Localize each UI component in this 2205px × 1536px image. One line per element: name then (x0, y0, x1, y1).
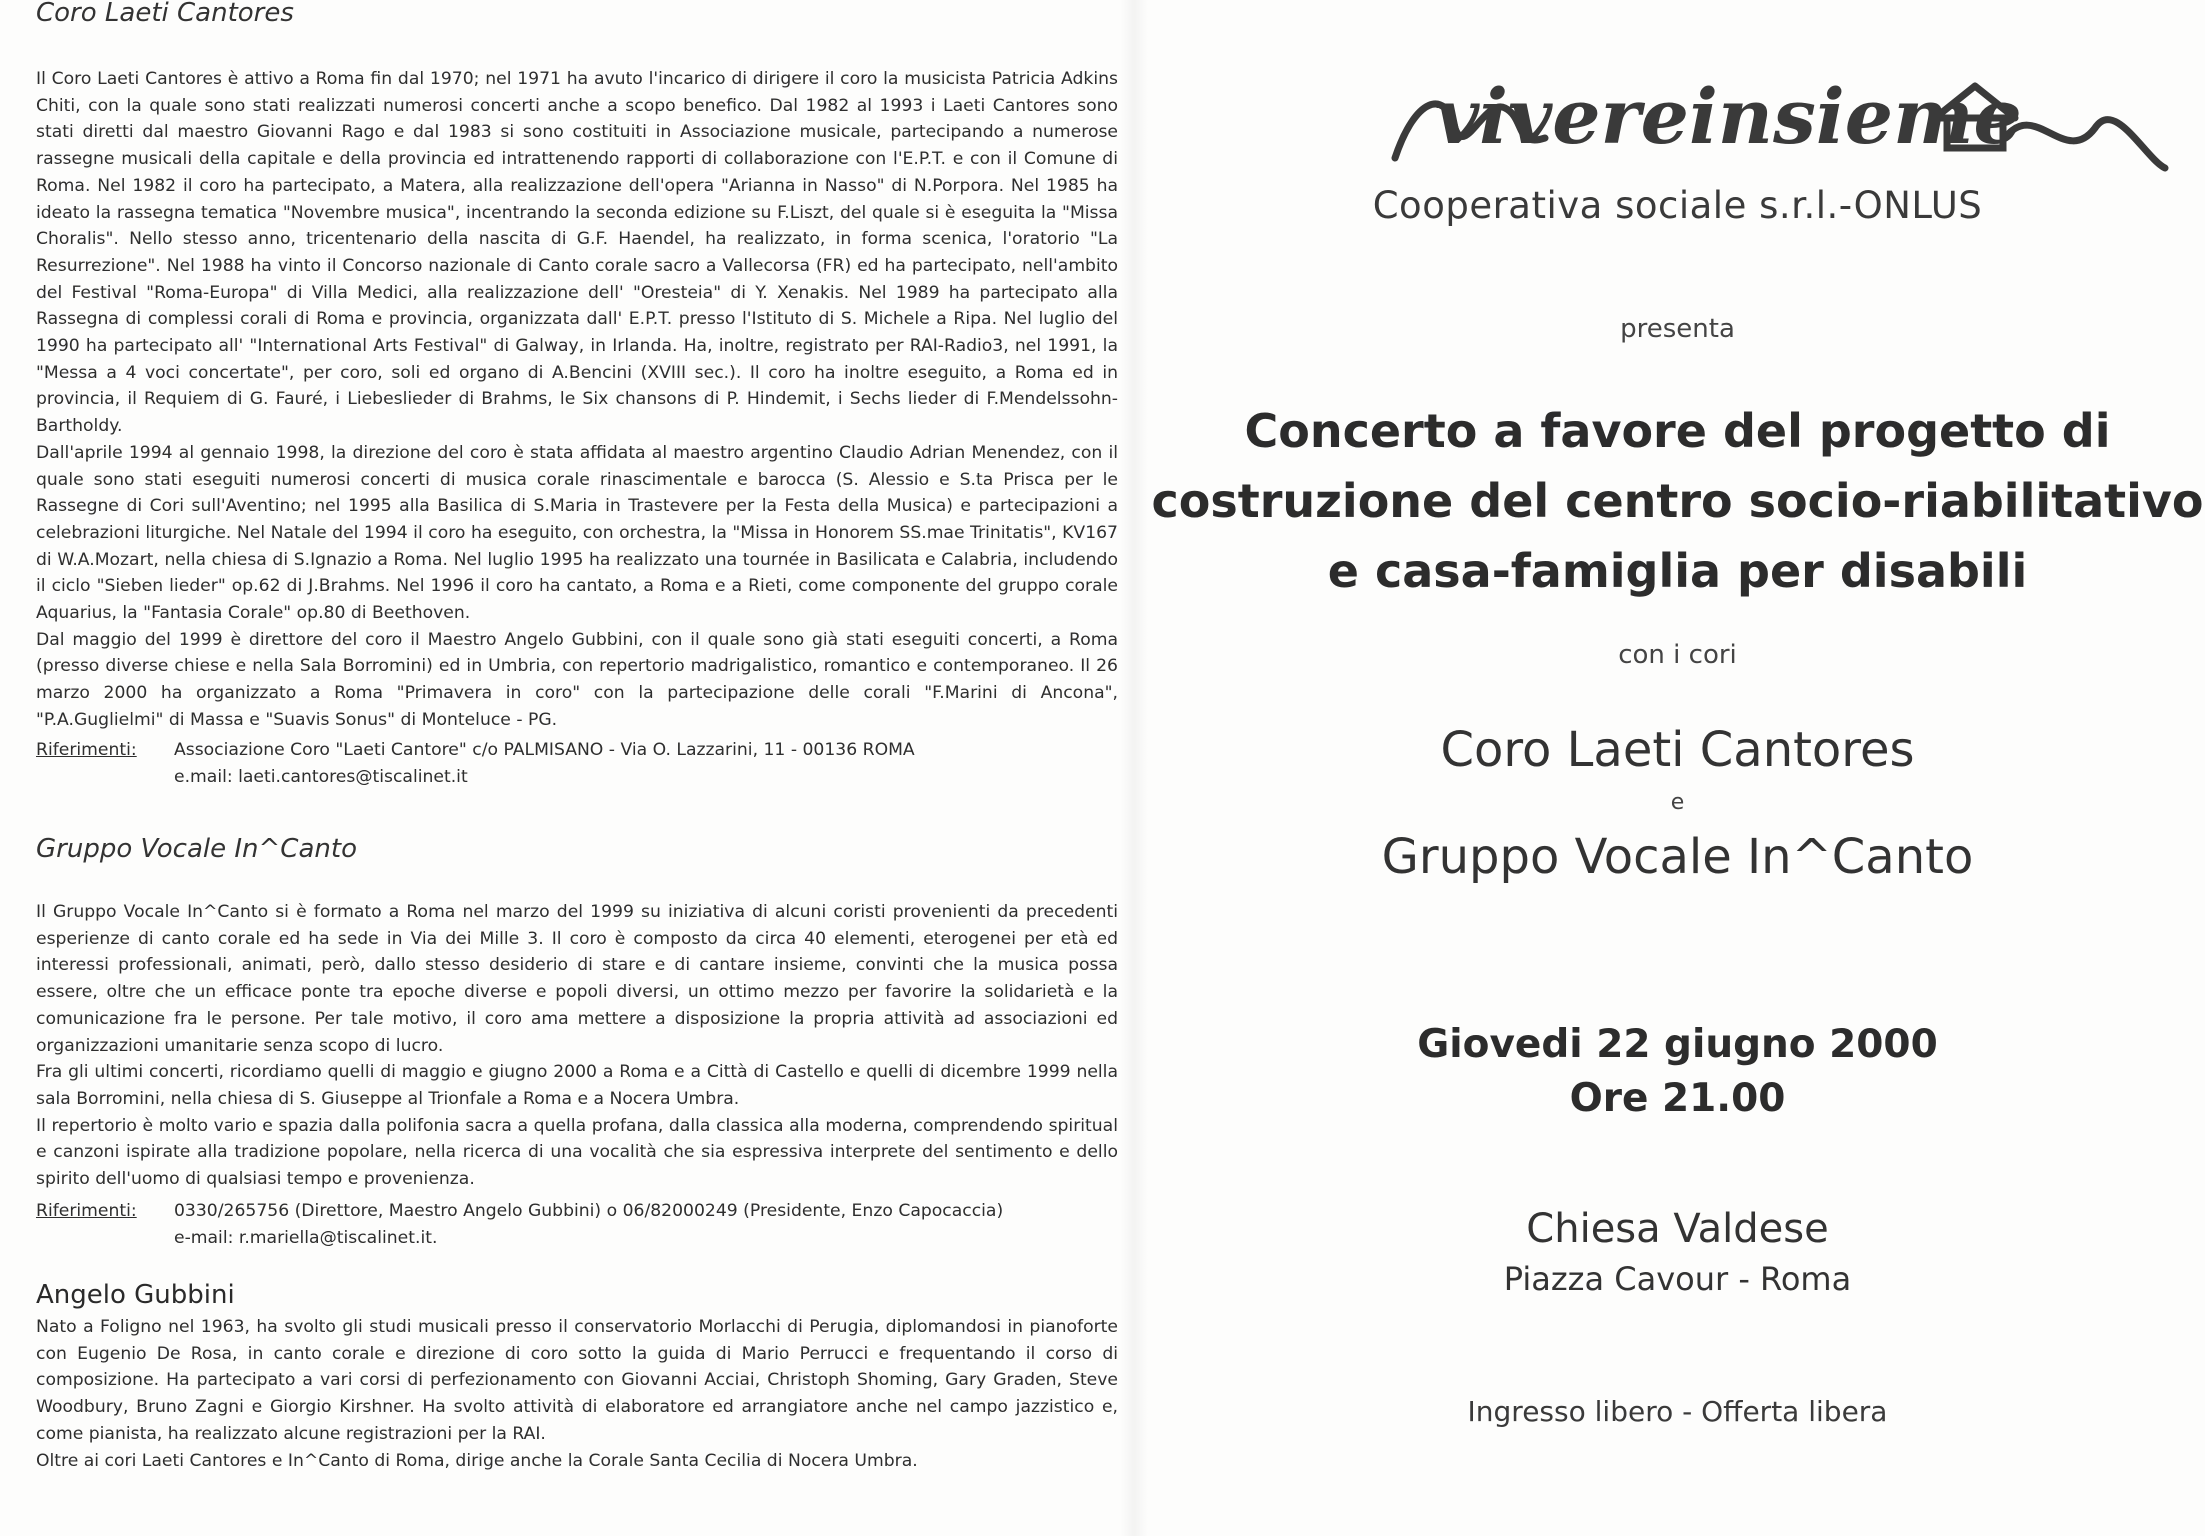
choir-name-1: Coro Laeti Cantores (1440, 722, 1915, 778)
concert-title (1150, 396, 2205, 606)
coro-section-title: Coro Laeti Cantores (36, 0, 294, 28)
angelo-paragraph-1: Nato a Foligno nel 1963, ha svolto gli studi musicali presso il conservatorio Morlacchi di Perugia, diplomandosi in pianoforte con Eugenio De Rosa, in canto corale e direzione di coro sotto la guida di Mario Perrucci e frequentando il corso di composizione. Ha partecipato a vari corsi di perfezionamento con Giovanni Acciai, Christoph Shoming, Gary Graden, Steve Woodbury, Bruno Zagni e Giorgio Kirshner. Ha svolto attività di elaboratore ed arrangiatore anche nel campo jazzistico e, come pianista, ha realizzato alcune registrazioni per la RAI. (36, 1317, 1118, 1444)
gruppo-references (36, 1198, 1003, 1251)
gruppo-paragraph-3: Il repertorio è molto vario e spazia dalla polifonia sacra a quella profana, dalla classica alla moderna, comprendendo spiritual e canzoni ispirate alla tradizione popolare, nella ricerca di una vocalità che sia espressiva interprete del sentimento e dello spirito dell'uomo di qualsiasi tempo e provenienza. (36, 1115, 1118, 1190)
coro-ref-email: e.mail: laeti.cantores@tiscalinet.it (174, 766, 468, 787)
choir-conjunction: e (1670, 790, 1685, 815)
gruppo-ref-email: e-mail: r.mariella@tiscalinet.it. (174, 1227, 438, 1248)
coro-references (36, 737, 915, 790)
concert-datetime (1150, 1018, 2205, 1126)
concert-title-line-3: e casa-famiglia per disabili (1327, 544, 2028, 598)
con-i-cori-line: con i cori (1618, 640, 1737, 670)
venue-name: Chiesa Valdese (1526, 1206, 1829, 1252)
left-page (36, 0, 1120, 1536)
concert-date: Giovedi 22 giugno 2000 (1417, 1022, 1938, 1067)
coro-paragraph-2: Dall'aprile 1994 al gennaio 1998, la direzione del coro è stata affidata al maestro argentino Claudio Adrian Menendez, con il quale sono stati eseguiti numerosi concerti di musica corale rinascimentale e barocca (S. Alessio e S.ta Prisca per le Rassegne di Cori sull'Aventino; nel 1995 alla Basilica di S.Maria in Trastevere per la Festa della Musica) e partecipazioni a celebrazioni liturgiche. Nel Natale del 1994 il coro ha eseguito, con orchestra, la "Missa in Honorem SS.mae Trinitatis", KV167 di W.A.Mozart, nella chiesa di S.Ignazio a Roma. Nel luglio 1995 ha realizzato una tournée in Basilicata e Calabria, includendo il ciclo "Sieben lieder" op.62 di J.Brahms. Nel 1996 il coro ha cantato, a Roma e a Rieti, come componente del gruppo corale Aquarius, la "Fantasia Corale" op.80 di Beethoven. (36, 442, 1118, 624)
coro-ref-address: Associazione Coro "Laeti Cantore" c/o PALMISANO - Via O. Lazzarini, 11 - 00136 ROMA (174, 740, 915, 760)
concert-time: Ore 21.00 (1569, 1076, 1786, 1121)
angelo-paragraph-2: Oltre ai cori Laeti Cantores e In^Canto di Roma, dirige anche la Corale Santa Cecilia di Nocera Umbra. (36, 1450, 918, 1471)
coro-text (36, 66, 1118, 734)
coro-paragraph-1: Il Coro Laeti Cantores è attivo a Roma fin dal 1970; nel 1971 ha avuto l'incarico di dirigere il coro la musicista Patricia Adkins Chiti, con la quale sono stati realizzati numerosi concerti anche a scopo benefico. Dal 1982 al 1993 i Laeti Cantores sono stati diretti dal maestro Giovanni Rago e dal 1983 si sono costituiti in Associazione musicale, partecipando a numerose rassegne musicali della capitale e della provincia ed intrattenendo rapporti di collaborazione con l'E.P.T. e con il Comune di Roma. Nel 1982 il coro ha partecipato, a Matera, alla realizzazione dell'opera "Arianna in Nasso" di N.Porpora. Nel 1985 ha ideato la rassegna tematica "Novembre musica", incentrando la seconda edizione su F.Liszt, del quale si è eseguita la "Missa Choralis". Nello stesso anno, tricentenario della nascita di G.F. Haendel, ha realizzato, in forma scenica, l'oratorio "La Resurrezione". Nel 1988 ha vinto il Concorso nazionale di Canto corale sacro a Vallecorsa (FR) ed ha partecipato, nell'ambito del Festival "Roma-Europa" di Villa Medici, alla realizzazione dell' "Oresteia" di Y. Xenakis. Nel 1989 ha partecipato alla Rassegna di complessi corali di Roma e provincia, organizzata dall' E.P.T. presso l'Istituto di S. Michele a Ripa. Nel luglio del 1990 ha partecipato all' "International Arts Festival" di Galway, in Irlanda. Ha, inoltre, registrato per RAI-Radio3, nel 1991, la "Messa a 4 voci concertate", per coro, soli ed organo di A.Bencini (XVIII sec.). Il coro ha inoltre eseguito, a Roma ed in provincia, il Requiem di G. Fauré, i Liebeslieder di Brahms, le Six chansons di P. Hindemit, i Sechs lieder di F.Mendelssohn-Bartholdy. (36, 69, 1118, 437)
entry-info: Ingresso libero - Offerta libera (1467, 1395, 1888, 1428)
gruppo-ref-label: Riferimenti: (36, 1201, 137, 1221)
choir-name-2: Gruppo Vocale In^Canto (1381, 829, 1974, 885)
concert-title-line-1: Concerto a favore del progetto di (1244, 404, 2111, 458)
coro-paragraph-3: Dal maggio del 1999 è direttore del coro il Maestro Angelo Gubbini, con il quale sono già stati eseguiti concerti, a Roma (presso diverse chiese e nella Sala Borromini) ed in Umbria, con repertorio madrigalistico, romantico e contemporaneo. Il 26 marzo 2000 ha organizzato a Roma "Primavera in coro" con la partecipazione delle corali "F.Marini di Ancona", "P.A.Guglielmi" di Massa e "Suavis Sonus" di Monteluce - PG. (36, 629, 1118, 730)
angelo-text (36, 1314, 1118, 1474)
gruppo-ref-phones: 0330/265756 (Direttore, Maestro Angelo Gubbini) o 06/82000249 (Presidente, Enzo Capocaccia) (174, 1201, 1004, 1221)
cooperativa-line: Cooperativa sociale s.r.l.-ONLUS (1372, 184, 1983, 227)
presenta-line: presenta (1620, 314, 1735, 344)
page-fold (1120, 0, 1148, 1536)
logo-tail-scribble (2005, 120, 2165, 168)
logo-wordmark: vivereinsieme (1435, 72, 2022, 161)
gruppo-text (36, 899, 1118, 1193)
vivereinsieme-logo (1375, 38, 2205, 178)
right-page (1150, 0, 2205, 1536)
coro-ref-label: Riferimenti: (36, 740, 137, 760)
angelo-section-title: Angelo Gubbini (36, 1280, 235, 1310)
concert-title-line-2: costruzione del centro socio-riabilitativo (1151, 474, 2204, 528)
venue-address: Piazza Cavour - Roma (1503, 1260, 1852, 1298)
gruppo-section-title: Gruppo Vocale In^Canto (36, 834, 357, 864)
gruppo-paragraph-1: Il Gruppo Vocale In^Canto si è formato a Roma nel marzo del 1999 su iniziativa di alcuni coristi provenienti da precedenti esperienze di canto corale ed ha sede in Via dei Mille 3. Il coro è composto da circa 40 elementi, eterogenei per età ed interessi professionali, animati, però, dallo stesso desiderio di stare e di cantare insieme, convinti che la musica possa essere, oltre che un efficace ponte tra epoche diverse e popoli diversi, un ottimo mezzo per favorire la solidarietà e la comunicazione fra le persone. Per tale motivo, il coro ama mettere a disposizione la propria attività ad associazioni ed organizzazioni umanitarie senza scopo di lucro. (36, 902, 1118, 1056)
gruppo-paragraph-2: Fra gli ultimi concerti, ricordiamo quelli di maggio e giugno 2000 a Roma e a Città di Castello e quelli di dicembre 1999 nella sala Borromini, nella chiesa di S. Giuseppe al Trionfale a Roma e a Nocera Umbra. (36, 1062, 1118, 1109)
